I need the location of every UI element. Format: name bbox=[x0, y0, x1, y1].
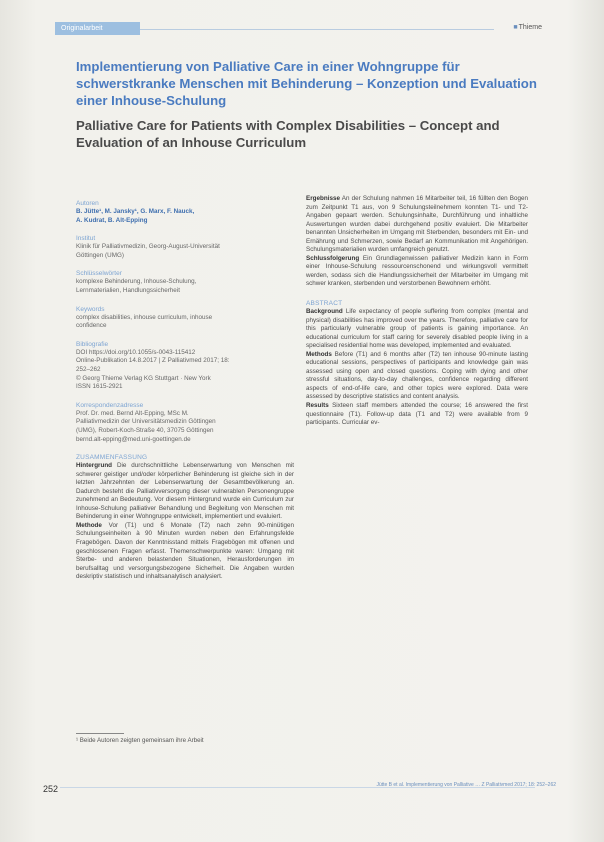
keywords-de-block bbox=[76, 269, 294, 295]
keywords-en-line: complex disabilities, inhouse curriculum, inhouse bbox=[76, 313, 213, 321]
hintergrund-label: Hintergrund bbox=[76, 462, 113, 470]
bibliography-heading: Bibliografie bbox=[76, 340, 109, 348]
institute-line: Göttingen (UMG) bbox=[76, 251, 124, 259]
methode-label: Methode bbox=[76, 521, 102, 529]
bibliography-block bbox=[76, 340, 294, 392]
authors-heading: Autoren bbox=[76, 200, 99, 207]
thieme-mark-icon: ■ bbox=[513, 24, 518, 31]
footnote-rule bbox=[76, 733, 124, 734]
right-column bbox=[306, 195, 528, 428]
keywords-en-line: confidence bbox=[76, 322, 107, 330]
methode-paragraph bbox=[76, 522, 294, 582]
publisher-name: Thieme bbox=[518, 24, 542, 31]
institute-heading: Institut bbox=[76, 235, 96, 243]
keywords-de-heading: Schlüsselwörter bbox=[76, 270, 122, 278]
header-rule bbox=[138, 29, 494, 30]
footnote: ¹ Beide Autoren zeigten gemeinsam ihre Arbeit bbox=[76, 737, 204, 744]
section-tab: Originalarbeit bbox=[55, 22, 140, 35]
bibliography-line: 252–262 bbox=[76, 365, 101, 373]
keywords-en-block bbox=[76, 305, 294, 331]
left-column bbox=[76, 199, 294, 582]
ergebnisse-text: An der Schulung nahmen 16 Mitarbeiter teil, 16 füllten den Bogen zum Zeitpunkt T1 aus, von 9 Schulungsteilnehmern konnten T1- und T2-Angaben gepaart werden. Schulungsinhalte, Durchführung und inhaltliche Auswertungen wurden dabei durchgehend positiv evaluiert. Die Mitarbeiter benannten Unsicherheiten im Umgang mit Sterbenden, besonders mit Ein- und Ernährung und Schmerzen, sowie Bedarf an Kommunikation mit Angehörigen. Schulungsmaterialien wurden umfangreich genutzt. bbox=[306, 195, 528, 254]
footer-citation: Jütte B et al. Implementierung von Palliative … Z Palliativmed 2017; 18: 252–262 bbox=[376, 782, 556, 788]
methods-text: Before (T1) and 6 months after (T2) ten inhouse 90-minute lasting educational sessions, perspectives of participants and knowledge gain was assessed using open and closed questions. Coping with dying and other stressful situations, day-to-day challenges, confidence regarding different aspects of end-of-life care, and other topics were explored. Data were assessed by descriptive statistics and content analysis. bbox=[306, 350, 529, 401]
background-label: Background bbox=[306, 308, 343, 316]
spacer bbox=[306, 289, 528, 297]
schluss-text: Ein Grundlagenwissen palliativer Medizin kann in Form einer Inhouse-Schulung ressourcenschonend und wirkungsvoll vermittelt werden, sodass sich die Handlungssicherheit der Mitarbeiter im Umgang mit schwer kranken, sterbenden und verstorbenen Bewohnern erhöht. bbox=[306, 254, 529, 288]
bibliography-line: ISSN 1615-2921 bbox=[76, 383, 123, 391]
correspondence-line: Palliativmedizin der Universitätsmedizin Göttingen bbox=[76, 418, 216, 426]
publisher-logo bbox=[513, 24, 542, 31]
authors-line: A. Kudrat, B. Alt-Epping bbox=[76, 216, 148, 224]
methode-text: Vor (T1) und 6 Monate (T2) nach zehn 90-minütigen Schulungseinheiten à 90 Minuten wurden neben den Erfahrungsfelde Fragebögen. Davon der Kenntnisstand mittels Fragebögen mit offenen und geschlossenen Fragen erfasst. Themenschwerpunkte waren: Umgang mit Sterbe- und anderen belastenden Situationen, Herausforderungen im berufsalltag und versorgungsbezogene Sicherheit. Die Angaben wurden deskriptiv statistisch und inhaltsanalytisch analysiert. bbox=[76, 521, 294, 581]
results-text: Sixteen staff members attended the course; 16 answered the first questionnaire (T1). Follow-up data (T1 and T2) were available from 9 participants. Curricular ev- bbox=[306, 402, 528, 427]
title-english: Palliative Care for Patients with Complex Disabilities – Concept and Evaluation of an Inhouse Curriculum bbox=[76, 118, 500, 150]
abstract-heading: ABSTRACT bbox=[306, 300, 343, 308]
correspondence-block bbox=[76, 401, 294, 444]
bibliography-line: Online-Publikation 14.8.2017 | Z Palliativmed 2017; 18: bbox=[76, 357, 230, 365]
hintergrund-paragraph bbox=[76, 462, 294, 522]
zusammenfassung-heading: ZUSAMMENFASSUNG bbox=[76, 454, 148, 462]
doi-link[interactable]: DOI https://doi.org/10.1055/s-0043-115412 bbox=[76, 348, 196, 356]
results-paragraph bbox=[306, 402, 528, 428]
results-label: Results bbox=[306, 402, 329, 410]
correspondence-line: (UMG), Robert-Koch-Straße 40, 37075 Göttingen bbox=[76, 426, 214, 434]
keywords-de-line: Lernmaterialien, Handlungssicherheit bbox=[76, 286, 180, 294]
correspondence-line: Prof. Dr. med. Bernd Alt-Epping, MSc M. bbox=[76, 409, 189, 417]
bibliography-line: © Georg Thieme Verlag KG Stuttgart · New York bbox=[76, 374, 211, 382]
authors-line: B. Jütte¹, M. Jansky¹, G. Marx, F. Nauck, bbox=[76, 208, 195, 215]
keywords-en-heading: Keywords bbox=[76, 305, 105, 313]
email-link[interactable]: bernd.alt-epping@med.uni-goettingen.de bbox=[76, 435, 191, 443]
institute-line: Klinik für Palliativmedizin, Georg-August-Universität bbox=[76, 243, 220, 251]
institute-block bbox=[76, 234, 294, 260]
background-paragraph bbox=[306, 308, 528, 351]
schluss-label: Schlussfolgerung bbox=[306, 254, 360, 262]
title-german: Implementierung von Palliative Care in einer Wohngruppe für schwerstkranke Menschen mit Behinderung – Konzeption und Evaluation einer Inhouse-Schulung bbox=[76, 59, 537, 108]
page-number: 252 bbox=[43, 784, 59, 794]
methods-paragraph bbox=[306, 351, 528, 402]
schluss-paragraph bbox=[306, 255, 528, 289]
methods-label: Methods bbox=[306, 350, 332, 358]
background-text: Life expectancy of people suffering from complex (mental and physical) disabilities has improved over the years. Therefore, palliative care for this particularly vulnerable group of patients is gaining importance. An educational curriculum for staff caring for severely disabled people living in a specialised residential home was developed, implemented and evaluated. bbox=[306, 308, 529, 350]
hintergrund-text: Die durchschnittliche Lebenserwartung von Menschen mit schwerer geistiger und/oder körperlicher Behinderung ist gleiche sich in der letzten Jahrzehnten der Lebenserwartung der Gesamtbevölkerung an. Dadurch besteht die Palliativversorgung dieser vulnerablen Personengruppe zunehmend an Bedeutung. Vor diesem Hintergrund wurde ein Curriculum zur Inhouse-Schulung palliativer Behandlung und Begleitung von Menschen mit Behinderung in einer Wohngruppe entwickelt, implementiert und evaluiert. bbox=[76, 462, 295, 521]
keywords-de-line: komplexe Behinderung, Inhouse-Schulung, bbox=[76, 278, 197, 286]
correspondence-heading: Korrespondenzadresse bbox=[76, 401, 144, 409]
ergebnisse-paragraph bbox=[306, 195, 528, 255]
ergebnisse-label: Ergebnisse bbox=[306, 195, 340, 202]
authors-block bbox=[76, 199, 294, 225]
